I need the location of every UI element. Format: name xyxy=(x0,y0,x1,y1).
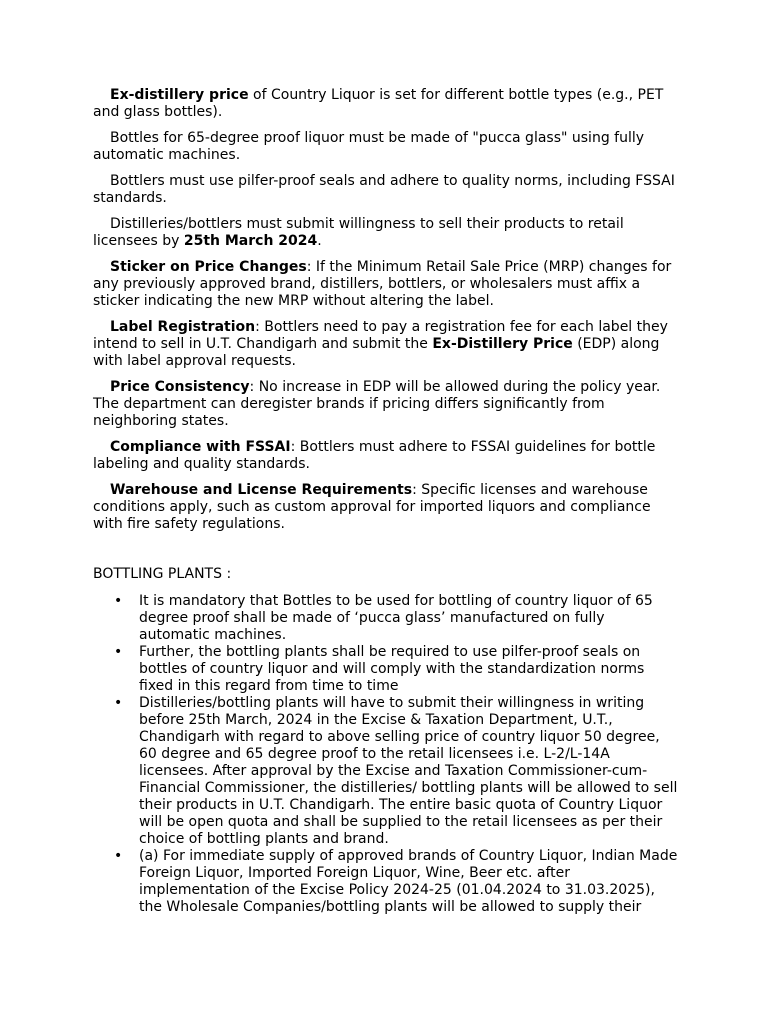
bullet-dot-icon: • xyxy=(114,848,123,864)
list-item xyxy=(93,593,678,644)
paragraph-pilfer-proof-seals xyxy=(93,173,678,207)
paragraph-text: : If the Minimum Retail Sale Price (MRP) changes for any previously approved brand, distillers, bottlers, or wholesalers must affix a sticker indicating the new MRP without altering the label. xyxy=(93,259,672,309)
paragraph-bold-date: 25th March 2024 xyxy=(183,233,318,249)
paragraph-sticker-price-changes xyxy=(93,259,678,310)
paragraph-label-registration xyxy=(93,319,678,370)
paragraph-pucca-glass xyxy=(93,130,678,164)
paragraph-warehouse-license xyxy=(93,482,678,533)
paragraph-bold-lead: Ex-distillery price xyxy=(110,87,249,103)
paragraph-text: Bottlers must use pilfer-proof seals and adhere to quality norms, including FSSAI standards. xyxy=(93,173,675,206)
bullet-dot-icon: • xyxy=(114,695,123,711)
bullet-dot-icon: • xyxy=(114,593,123,609)
list-item-text: It is mandatory that Bottles to be used for bottling of country liquor of 65 degree proof shall be made of ‘pucca glass’ manufactured on fully automatic machines. xyxy=(139,593,653,643)
paragraph-text: Bottles for 65-degree proof liquor must be made of "pucca glass" using fully automatic machines. xyxy=(93,130,645,163)
list-item-text: (a) For immediate supply of approved brands of Country Liquor, Indian Made Foreign Liquor, Imported Foreign Liquor, Wine, Beer etc. after implementation of the Excise Policy 2024-25 (01.04.2024 to 31.03.2025), the Wholesale Companies/bottling plants will be allowed to supply their xyxy=(139,848,678,915)
list-item-text: Further, the bottling plants shall be required to use pilfer-proof seals on bottles of country liquor and will comply with the standardization norms fixed in this regard from time to time xyxy=(139,644,645,694)
paragraph-fssai-compliance xyxy=(93,439,678,473)
paragraph-text: : No increase in EDP will be allowed during the policy year. The department can deregister brands if pricing differs significantly from neighboring states. xyxy=(93,379,661,429)
paragraph-text: Distilleries/bottlers must submit willingness to sell their products to retail licensees by xyxy=(93,216,624,249)
paragraph-text: : Bottlers must adhere to FSSAI guidelines for bottle labeling and quality standards. xyxy=(93,439,656,472)
section-heading-bottling-plants: BOTTLING PLANTS : xyxy=(93,566,232,582)
paragraph-tail: (EDP) along with label approval requests. xyxy=(93,336,660,369)
list-item xyxy=(93,695,678,848)
paragraph-text: : Specific licenses and warehouse conditions apply, such as custom approval for imported liquors and compliance with fire safety regulations. xyxy=(93,482,651,532)
paragraph-bold-lead: Compliance with FSSAI xyxy=(110,439,291,455)
paragraph-price-consistency xyxy=(93,379,678,430)
paragraph-willingness-deadline xyxy=(93,216,678,250)
paragraph-text: : Bottlers need to pay a registration fee for each label they intend to sell in U.T. Chandigarh and submit the xyxy=(93,319,668,352)
list-item xyxy=(93,644,678,695)
paragraph-bold-lead: Price Consistency xyxy=(110,379,250,395)
paragraph-tail: . xyxy=(317,233,322,249)
paragraph-text: of Country Liquor is set for different bottle types (e.g., PET and glass bottles). xyxy=(93,87,664,120)
paragraph-bold-lead: Label Registration xyxy=(110,319,256,335)
paragraph-bold-inline: Ex-Distillery Price xyxy=(432,336,573,352)
paragraph-ex-distillery-price xyxy=(93,87,678,121)
paragraph-bold-lead: Warehouse and License Requirements xyxy=(110,482,413,498)
list-item-text: Distilleries/bottling plants will have to submit their willingness in writing before 25th March, 2024 in the Excise & Taxation Department, U.T., Chandigarh with regard to above selling price of country liquor 50 degree, 60 degree and 65 degree proof to the retail licensees i.e. L-2/L-14A licensees. After approval by the Excise and Taxation Commissioner-cum-Financial Commissioner, the distilleries/ bottling plants will be allowed to sell their products in U.T. Chandigarh. The entire basic quota of Country Liquor will be open quota and shall be supplied to the retail licensees as per their choice of bottling plants and brand. xyxy=(139,695,678,847)
document-body xyxy=(93,87,678,916)
list-item xyxy=(93,848,678,916)
bottling-plants-list xyxy=(93,593,678,916)
paragraph-bold-lead: Sticker on Price Changes xyxy=(110,259,307,275)
bullet-dot-icon: • xyxy=(114,644,123,660)
